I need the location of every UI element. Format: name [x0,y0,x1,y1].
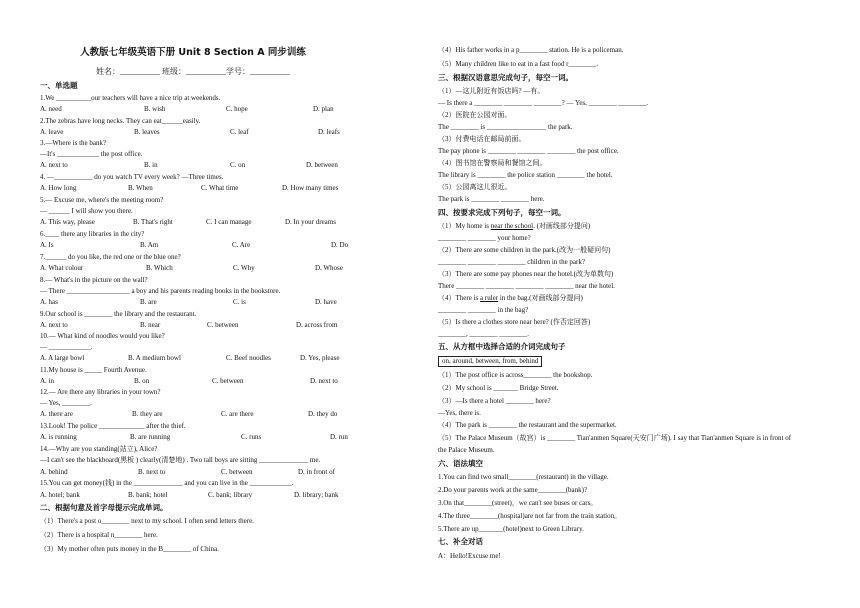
question-stem: 10.— What kind of noodles would you like? [40,332,165,340]
transform-item [438,223,590,230]
option-c: C. leaf [230,128,249,136]
option-d: D. between [306,161,338,169]
option-d: D. In your dreams [285,218,336,226]
grammar-item: 1.You can find two small________(restaurant) in the village. [438,473,609,481]
option-b: B. A medium bowl [128,354,181,362]
question-stem: 1.We __________our teachers will have a nice trip at weekends. [40,94,221,102]
dialogue-line: A：Hello!Excuse me! [438,552,501,560]
option-b: B. leaves [134,128,160,136]
question-stem: 7.______ do you like, the red one or the blue one? [40,253,181,261]
fill-item: （2）My school is _______ Bridge Street. [438,384,559,392]
option-b: B. are [140,298,157,306]
grammar-item: 3.On that________(street)，we can't see buses or cars。 [438,499,598,507]
section-2-heading: 二、根据句意及首字母提示完成单词。 [40,503,168,512]
question-stem: 5.— Excuse me, where's the meeting room? [40,196,164,204]
answer-line: ________ ________ your home? [438,234,531,242]
option-d: D. in front of [298,468,335,476]
option-b: B. wish [144,105,166,113]
answer-line: The pay phone is ________ ________ ________ the post office. [438,147,619,155]
option-a: A. next to [40,321,68,329]
option-b: B. on [134,377,150,385]
question-stem: 6.____ there any libraries in the city? [40,230,145,238]
option-b: B. When [128,184,153,192]
question-stem: 4. —___________ do you watch TV every week? —Three times. [40,173,224,181]
prompt-chinese: （3）付费电话在邮局前面。 [438,135,526,143]
option-c: C. Are [232,241,251,249]
student-info-line: 姓名：__________ 班级：__________学号：__________ [96,67,290,76]
option-d: D. leafs [318,128,340,136]
section-5-heading: 五、从方框中选择合适的介词完成句子 [438,342,566,351]
section-4-heading: 四、按要求完成下列句子，每空一词。 [438,208,566,217]
option-a: A. A large bowl [40,354,85,362]
option-c: C. on [230,161,246,169]
option-c: C. are there [221,410,254,418]
fill-item: （3）My mother often puts money in the B________ of China. [40,545,219,553]
answer-line: The library is ________ the police station ________ the hotel. [438,171,613,179]
fill-item: （4）His father works in a p________ station. He is a policeman. [438,46,624,54]
option-c: C. I can manage [206,218,252,226]
section-3-heading: 三、根据汉语意思完成句子，每空一词。 [438,73,573,82]
section-7-heading: 七、补全对话 [438,537,483,546]
option-a: A. there are [40,410,73,418]
option-d: D. next to [310,377,338,385]
option-c: C. What time [201,184,239,192]
option-a: A. has [40,298,58,306]
option-d: D. they do [308,410,338,418]
option-c: C. hope [226,105,248,113]
option-a: A. hotel; bank [40,491,80,499]
prompt-chinese: （2）医院在公园对面。 [438,111,512,119]
answer-line: The park is ________ ________ here. [438,195,545,203]
grammar-item: 5.There are up_______(hotel)next to Green Library. [438,525,584,533]
option-a: A. in [40,377,54,385]
question-stem: 9.Our school is ________ the library and the restaurant. [40,310,197,318]
question-stem: 14.—Why are you standing(站立), Alice? [40,445,158,453]
question-line2: — There __________________ a boy and his parents reading books in the bookstore. [40,287,281,295]
question-stem: 15.You can get money(钱) in the ______________ and you can live in the ____________. [40,479,294,487]
option-d: D. plan [313,105,334,113]
grammar-item: 4.The three________(hospital)are not far from the train station。 [438,512,622,520]
question-line2: — ____________. [40,343,93,351]
option-c: C. runs [241,433,262,441]
transform-item: （5）Is there a clothes store near here? (作否定回答) [438,318,591,326]
option-d: D. across from [296,321,338,329]
prompt-chinese: （5）公园离这儿很近。 [438,183,512,191]
option-a: A. next to [40,161,68,169]
option-b: B. they are [132,410,163,418]
option-a: A. leave [40,128,64,136]
option-d: D. How many times [282,184,339,192]
option-a: A. What colour [40,264,84,272]
answer-line: — Is there a ________ ________ ________? — Yes, ________ ________. [438,99,649,107]
option-d: D. Yes, please [300,354,340,362]
grammar-item: 2.Do your parents work at the same________(bank)? [438,486,588,494]
item-text: （1）My home is [438,222,491,230]
word-box: on, around, between, from, behind [438,356,542,367]
option-d: D. Do [331,241,349,249]
underlined-phrase: near the school [490,222,534,230]
option-b: B. That's right [133,218,173,226]
question-stem: 12.— Are there any libraries in your town? [40,388,161,396]
option-c: C. Beef noodles [226,354,271,362]
option-b: B. near [140,321,161,329]
transform-item [438,295,583,302]
option-a: A. need [40,105,62,113]
fill-item: —Yes, there is. [438,409,481,417]
question-stem: 2.The zebras have long necks. They can eat______easily. [40,117,201,125]
question-stem: 13.Look! The police _____________ after the thief. [40,422,186,430]
answer-line: The ________ is _________________ the park. [438,123,573,131]
option-b: B. next to [138,468,166,476]
fill-item: （3）—Is there a hotel ________ here? [438,397,551,405]
option-b: B. Which [146,264,173,272]
answer-line: ________ ________ in the bag? [438,306,529,314]
answer-line: ________ ________ ________ children in the park? [438,258,585,266]
question-line2: — Yes, ________. [40,399,92,407]
answer-line: There ________ ________ ________ ________ near the hotel. [438,282,615,290]
option-d: D. have [315,298,337,306]
answer-line: ________, ________ ________. [438,330,529,338]
option-c: C. bank; library [208,491,253,499]
transform-item: （2）There are some children in the park.(改为一般疑问句) [438,246,611,254]
option-c: C. Why [233,264,255,272]
option-a: A. is running [40,433,77,441]
fill-item: （5）Many children like to eat in a fast food r________. [438,60,599,68]
question-line2: — ______ I will show you there. [40,207,133,215]
question-stem: 3.—Where is the bank? [40,139,107,147]
option-a: A. This way, please [40,218,95,226]
fill-item: the Palace Museum. [438,446,495,454]
item-text: in the bag.(对画线部分提问) [498,294,583,302]
option-c: C. between [221,468,253,476]
question-line2: —I can't see the blackboard(黑板 ) clearly(清楚地) . Two tall boys are sitting ______________ me. [40,456,321,464]
fill-item: （5）The Palace Museum（故宫）is ________ Tian'anmen Square(天安门广场). I say that Tian'anmen Square is in front of [438,434,792,442]
section-1-heading: 一、单选题 [40,81,78,90]
prompt-chinese: （1）—这儿附近有饭店吗? —有。 [438,87,545,95]
question-stem: 11.My house is _____ Fourth Avenue. [40,366,147,374]
option-d: D. run [330,433,348,441]
fill-item: （4）The park is ________ the restaurant and the supermarket. [438,421,617,429]
worksheet-title: 人教版七年级英语下册 Unit 8 Section A 同步训练 [80,47,306,58]
option-b: B. Am [140,241,159,249]
option-c: C. between [207,321,239,329]
section-6-heading: 六、语法填空 [438,459,483,468]
item-text: . (对画线部分提问) [533,222,591,230]
option-b: B. bank; hotel [128,491,168,499]
option-d: D. library; bank [294,491,339,499]
option-a: A. behind [40,468,68,476]
option-b: B. in [144,161,158,169]
option-d: D. Whose [315,264,343,272]
item-text: （4）There is [438,294,480,302]
fill-item: （1）There's a post o________ next to my school. I often send letters there. [40,517,254,525]
option-c: C. between [212,377,244,385]
question-stem: 8.— What's in the picture on the wall? [40,276,148,284]
transform-item: （3）There are some pay phones near the hotel.(改为单数句) [438,270,614,278]
fill-item: （1）The post office is across________ the bookshop. [438,371,593,379]
option-a: A. How long [40,184,77,192]
question-line2: —It's ____________ the post office. [40,150,143,158]
option-b: B. are running [130,433,171,441]
option-c: C. is [233,298,246,306]
option-a: A. Is [40,241,54,249]
fill-item: （2）There is a hospital n________ here. [40,531,158,539]
underlined-phrase: a ruler [480,294,499,302]
prompt-chinese: （4）图书馆在警察局和餐馆之间。 [438,159,547,167]
